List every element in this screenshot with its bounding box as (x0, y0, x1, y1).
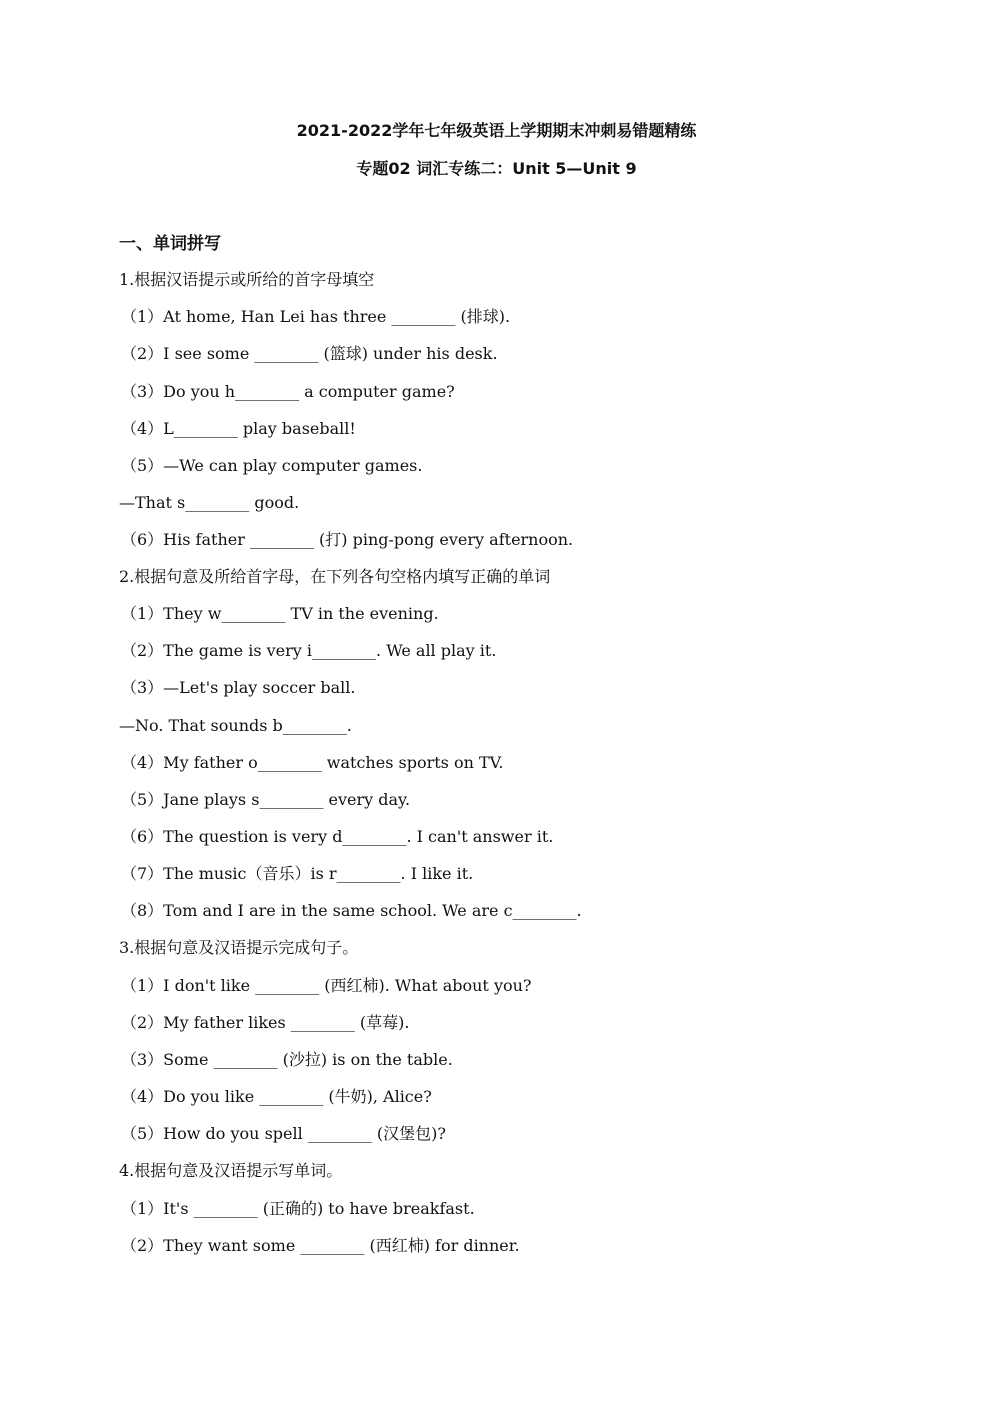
q1-item-5: （5）—We can play computer games. (121, 456, 423, 475)
q2-item-8: （8）Tom and I are in the same school. We are c________. (121, 901, 582, 920)
q3-item-2: （2）My father likes ________ (草莓). (121, 1013, 410, 1032)
q2-item-4: （4）My father o________ watches sports on TV. (121, 753, 504, 772)
q2-item-3-reply: —No. That sounds b________. (119, 716, 352, 735)
section-heading: 一、单词拼写 (119, 234, 221, 254)
q3-item-4: （4）Do you like ________ (牛奶), Alice? (121, 1087, 432, 1106)
q2-item-1: （1）They w________ TV in the evening. (121, 604, 439, 623)
document-subtitle: 专题02 词汇专练二：Unit 5—Unit 9 (356, 159, 637, 178)
q1-item-3: （3）Do you h________ a computer game? (121, 382, 455, 401)
q1-item-5-reply: —That s________ good. (119, 493, 300, 512)
q2-item-7: （7）The music（音乐）is r________. I like it. (121, 864, 474, 883)
q2-item-2: （2）The game is very i________. We all play it. (121, 641, 497, 660)
q3-instruction: 3.根据句意及汉语提示完成句子。 (119, 938, 359, 957)
q4-instruction: 4.根据句意及汉语提示写单词。 (119, 1161, 343, 1180)
q4-item-1: （1）It's ________ (正确的) to have breakfast. (121, 1199, 475, 1218)
q2-item-5: （5）Jane plays s________ every day. (121, 790, 411, 809)
q4-item-2: （2）They want some ________ (西红柿) for dinner. (121, 1236, 520, 1255)
q1-instruction: 1.根据汉语提示或所给的首字母填空 (119, 270, 375, 289)
q1-item-2: （2）I see some ________ (篮球) under his desk. (121, 344, 498, 363)
q3-item-5: （5）How do you spell ________ (汉堡包)? (121, 1124, 446, 1143)
q2-item-6: （6）The question is very d________. I can't answer it. (121, 827, 554, 846)
q2-item-3: （3）—Let's play soccer ball. (121, 678, 356, 697)
q1-item-1: （1）At home, Han Lei has three ________ (排球). (121, 307, 511, 326)
q3-item-1: （1）I don't like ________ (西红柿). What about you? (121, 976, 532, 995)
q1-item-4: （4）L________ play baseball! (121, 419, 356, 438)
q3-item-3: （3）Some ________ (沙拉) is on the table. (121, 1050, 453, 1069)
document-title: 2021-2022学年七年级英语上学期期末冲刺易错题精练 (296, 121, 697, 140)
q2-instruction: 2.根据句意及所给首字母，在下列各句空格内填写正确的单词 (119, 567, 551, 586)
q1-item-6: （6）His father ________ (打) ping-pong every afternoon. (121, 530, 574, 549)
